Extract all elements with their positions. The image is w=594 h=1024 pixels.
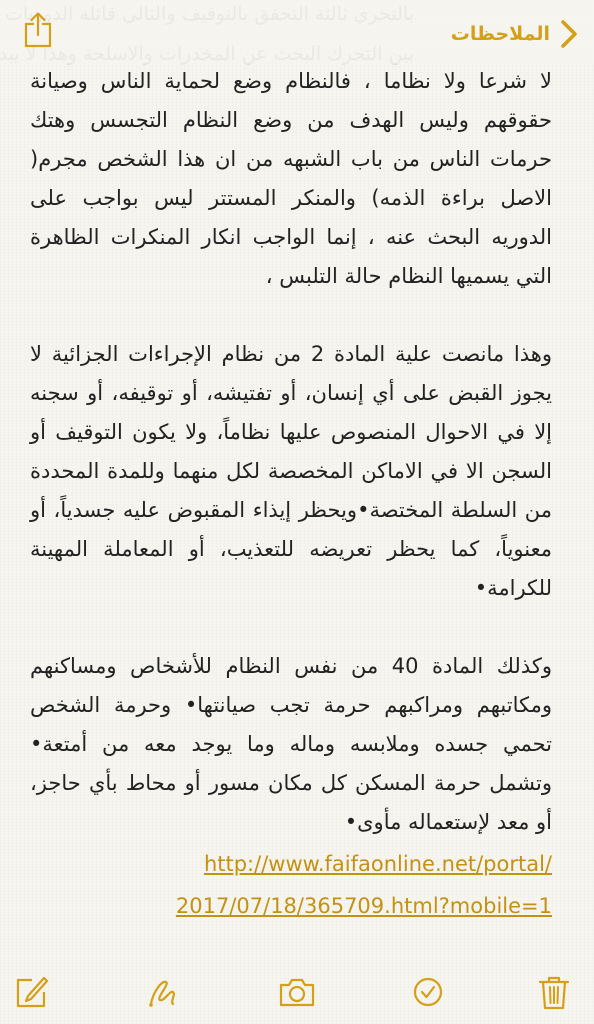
camera-icon [275, 970, 319, 1014]
share-icon [18, 10, 58, 50]
note-link-line-1[interactable]: http://www.faifaonline.net/portal/ [203, 852, 552, 876]
navigation-bar [0, 0, 594, 64]
checklist-button[interactable] [406, 970, 450, 1014]
checklist-icon [406, 970, 450, 1014]
note-body[interactable] [30, 62, 552, 926]
trash-icon [532, 970, 576, 1014]
note-paragraph: لا شرعا ولا نظاما ، فالنظام وضع لحماية الناس وصيانة حقوقهم وليس الهدف من وضع النظام التجسس وهتك حرمات الناس من باب الشبهه من ان هذا الشخص مجرم( الاصل براءة الذمه) والمنكر المستتر ليس بواجب على الدوريه البحث عنه ، إنما الواجب انكار المنكرات الظاهرة التي يسميها النظام حالة التلبس ، [30, 69, 552, 288]
share-button[interactable] [18, 10, 58, 50]
back-button-label: الملاحظات [450, 23, 550, 45]
note-paragraph: وهذا مانصت علية المادة 2 من نظام الإجراءات الجزائية لا يجوز القبض على أي إنسان، أو تفتيشه، أو توقيفه، أو سجنه إلا في الاحوال المنصوص عليها نظاماً، ولا يكون التوقيف أو السجن الا في الاماكن المخصصة لكل منهما وللمدة المحددة من السلطة المختصة•ويحظر إيذاء المقبوض عليه جسدياً، أو معنوياً، كما يحظر تعريضه للتعذيب، أو المعاملة المهينة للكرامة• [30, 342, 552, 600]
note-link-line-2[interactable]: 2017/07/18/365709.html?mobile=1 [175, 894, 552, 918]
chevron-left-icon [558, 18, 580, 50]
compose-button[interactable] [8, 970, 52, 1014]
back-to-notes-button[interactable] [451, 14, 580, 54]
compose-icon [8, 970, 52, 1014]
bottom-toolbar [0, 960, 594, 1024]
sketch-icon [140, 970, 184, 1014]
delete-button[interactable] [532, 970, 576, 1014]
sketch-button[interactable] [140, 970, 184, 1014]
camera-button[interactable] [275, 970, 319, 1014]
note-paragraph: وكذلك المادة 40 من نفس النظام للأشخاص ومساكنهم ومكاتبهم ومراكبهم حرمة تجب صيانتها• وحرمة الشخص تحمي جسده وملابسه وماله وما يوجد معه من أمتعة• وتشمل حرمة المسكن كل مكان مسور أو محاط بأي حاجز، أو معد لإستعماله مأوى• [30, 654, 552, 834]
